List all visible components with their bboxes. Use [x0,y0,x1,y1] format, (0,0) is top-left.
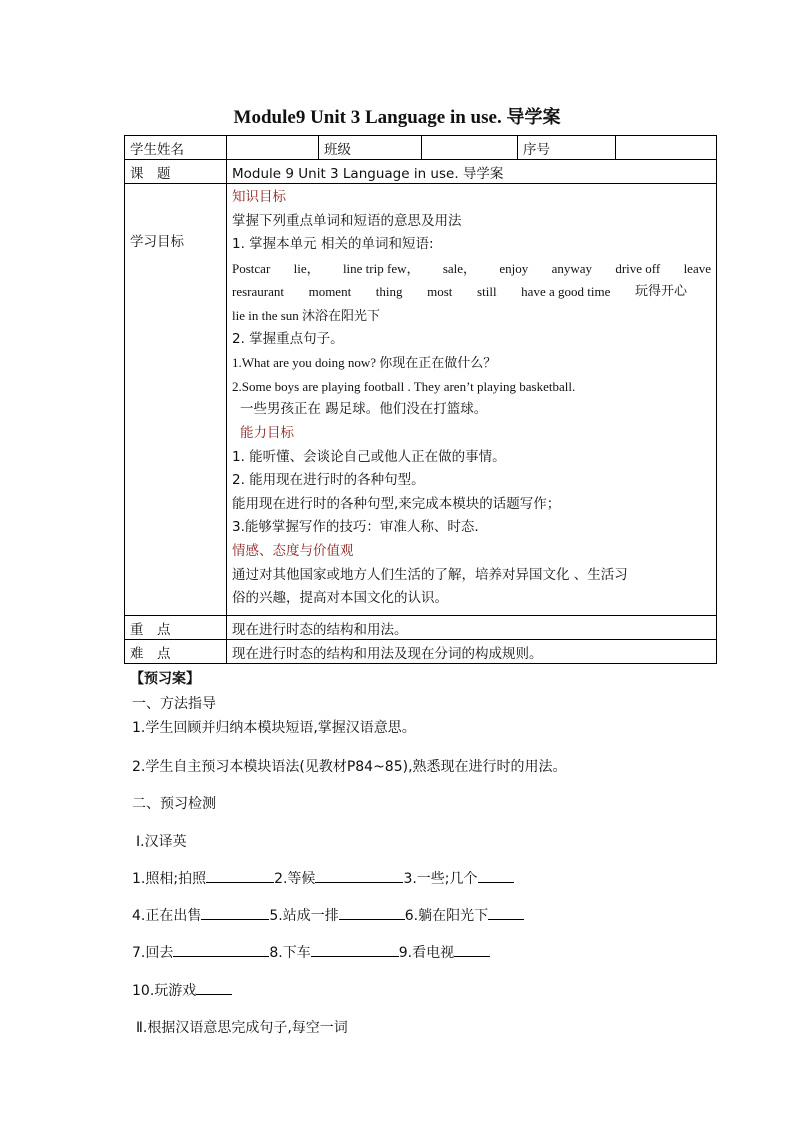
topic-value: Module 9 Unit 3 Language in use. 导学案 [227,160,717,184]
word: moment [308,284,352,300]
title-english: Module9 Unit 3 Language in use. [233,107,502,128]
emotion-item: 通过对其他国家或地方人们生活的了解，培养对异国文化 、生活习 [232,566,628,583]
key-sentence: 2.Some boys are playing football . They aren’t playing basketball. [232,378,576,394]
answer-blank[interactable] [196,982,232,995]
key-sentence-translation: 一些男孩正在 踢足球。他们没在打篮球。 [240,401,488,418]
word: drive off [615,260,661,276]
word: 玩得开心 [634,284,687,300]
key-sentence: 1.What are you doing now? 你现在正在做什么？ [232,355,497,371]
answer-blank[interactable] [488,907,524,920]
answer-blank[interactable] [454,944,490,957]
info-table [124,135,717,664]
difficulty-label: 难 点 [125,640,227,664]
word-list-line [232,280,687,304]
number-label: 序号 [518,136,616,160]
ability-item: 2. 能用现在进行时的各种句型。 [232,472,425,489]
answer-blank[interactable] [173,944,269,957]
objective-item: 1. 掌握本单元 相关的单词和短语: [232,236,434,253]
knowledge-heading: 知识目标 [232,189,286,205]
section-heading: 一、方法指导 [132,696,216,712]
table-row [125,136,717,160]
word-list-line: lie in the sun 沐浴在阳光下 [232,307,381,323]
question-label: 5.站成一排 [269,908,339,924]
answer-blank[interactable] [206,870,274,883]
key-point-label: 重 点 [125,616,227,640]
answer-blank[interactable] [478,870,514,883]
word: line trip few， [342,260,420,276]
word: enjoy [499,260,529,276]
answer-blank[interactable] [201,907,269,920]
question-label: 2.等候 [274,871,316,887]
answer-blank[interactable] [315,870,403,883]
word: anyway [551,260,593,276]
student-name-label: 学生姓名 [125,136,227,160]
answer-blank[interactable] [311,944,399,957]
word: sale， [442,260,477,276]
exercise-line [132,942,732,962]
objectives-content [227,184,717,616]
word: leave [683,260,711,276]
word: have a good time [521,284,611,300]
exercise-line [132,980,732,1000]
question-label: 8.下车 [269,945,311,961]
title-chinese: 导学案 [506,107,561,128]
question-label: 10.玩游戏 [132,983,197,999]
class-label: 班级 [319,136,422,160]
section-heading: 二、预习检测 [132,796,216,812]
page-title [0,103,794,129]
ability-item: 3.能够掌握写作的技巧：审准人称、时态. [232,519,479,536]
question-label: 9.看电视 [398,945,455,961]
objective-item: 2. 掌握重点句子。 [232,330,344,347]
ability-heading: 能力目标 [240,424,294,441]
question-label: 4.正在出售 [132,908,202,924]
exercise-line [132,905,732,925]
objectives-label: 学习目标 [125,184,227,616]
answer-blank[interactable] [339,907,405,920]
ability-item: 1. 能听懂、会谈论自己或他人正在做的事情。 [232,448,506,465]
emotion-heading: 情感、态度与价值观 [232,542,354,559]
class-field[interactable] [422,136,518,160]
preview-heading: 【预习案】 [130,671,200,687]
question-label: 6.躺在阳光下 [404,908,489,924]
word: thing [375,284,403,300]
word: resraurant [232,284,284,300]
word: lie， [293,260,320,276]
question-label: 7.回去 [132,945,174,961]
table-row [125,160,717,184]
question-label: 3.一些;几个 [403,871,478,887]
table-row [125,640,717,664]
ability-item: 能用现在进行时的各种句型,来完成本模块的话题写作； [232,495,561,512]
topic-label: 课 题 [125,160,227,184]
table-row [125,616,717,640]
key-point-value: 现在进行时态的结构和用法。 [227,616,717,640]
word: Postcar [232,260,271,276]
knowledge-intro: 掌握下列重点单词和短语的意思及用法 [232,212,462,229]
number-field[interactable] [616,136,717,160]
question-label: 1.照相;拍照 [132,871,207,887]
table-row [125,184,717,616]
emotion-item: 俗的兴趣，提高对本国文化的认识。 [232,590,448,607]
word: most [427,284,453,300]
difficulty-value: 现在进行时态的结构和用法及现在分词的构成规则。 [227,640,717,664]
exercise-line [132,868,732,888]
word: still [477,284,497,300]
method-item: 2.学生自主预习本模块语法(见教材P84~85),熟悉现在进行时的用法。 [132,759,567,775]
method-item: 1.学生回顾并归纳本模块短语,掌握汉语意思。 [132,720,416,736]
exercise-part-heading: Ⅰ.汉译英 [136,834,187,850]
student-name-field[interactable] [227,136,319,160]
word-list-line [232,257,711,281]
exercise-part-heading: Ⅱ.根据汉语意思完成句子,每空一词 [136,1020,348,1036]
